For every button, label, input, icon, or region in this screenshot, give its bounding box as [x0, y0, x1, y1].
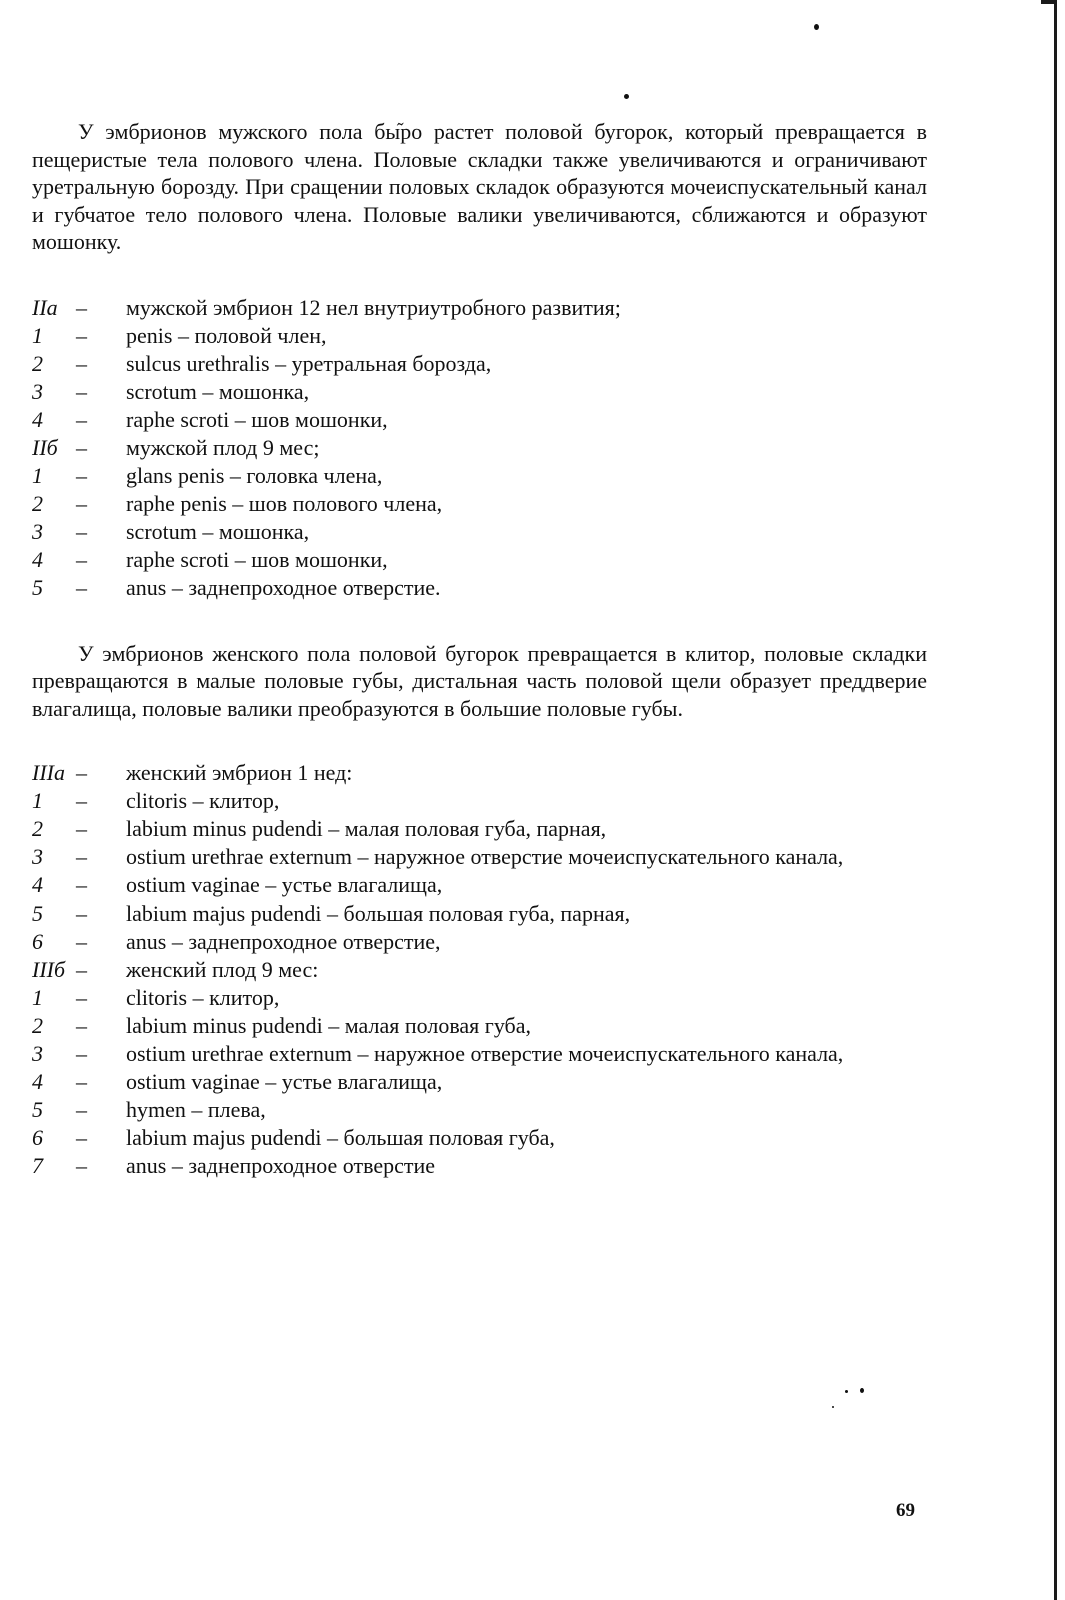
legend-key: IIб: [32, 434, 58, 460]
legend-key: 1: [32, 984, 43, 1010]
legend-key: 6: [32, 928, 43, 954]
legend-row: [32, 406, 927, 434]
legend-text: ostium urethrae externum – наружное отверстие мочеиспускательного канала,: [126, 844, 844, 870]
legend-text: anus – заднепроходное отверстие: [126, 1153, 436, 1179]
page-number: 69: [896, 1500, 915, 1521]
legend-text: clitoris – клитор,: [126, 984, 280, 1010]
legend-row: [32, 1124, 927, 1152]
legend-key: 5: [32, 900, 43, 926]
scan-speck: [624, 94, 629, 99]
legend-key: 4: [32, 872, 43, 898]
legend-key: IIIa: [32, 760, 65, 786]
legend-key: IIa: [32, 294, 58, 320]
legend-text: penis – половой член,: [126, 322, 327, 348]
legend-text: labium majus pudendi – большая половая губа, парная,: [126, 900, 631, 926]
legend-text: labium majus pudendi – большая половая губа,: [126, 1125, 555, 1151]
legend-row: [32, 1012, 927, 1040]
legend-row: [32, 787, 927, 815]
legend-key: 3: [32, 1040, 43, 1066]
legend-row: [32, 1068, 927, 1096]
legend-key: 1: [32, 463, 43, 489]
legend-text: scrotum – мошонка,: [126, 378, 310, 404]
legend-text: hymen – плева,: [126, 1097, 266, 1123]
legend-text: anus – заднепроходное отверстие.: [126, 575, 441, 601]
legend-row: [32, 518, 927, 546]
legend-dash: –: [76, 491, 87, 517]
legend-dash: –: [76, 350, 87, 376]
legend-text: женский эмбрион 1 нед:: [126, 760, 353, 786]
legend-row: [32, 928, 927, 956]
legend-key: 2: [32, 350, 43, 376]
legend-dash: –: [76, 788, 87, 814]
female-development-paragraph: У эмбрионов женского пола половой бугорок превращается в клитор, половые складки превращаются в малые половые губы, дистальная часть половой щели образует преддверие влагалища, половые валики преобразуются в большие половые губы.: [32, 640, 927, 721]
legend-row: [32, 434, 927, 462]
legend-dash: –: [76, 1069, 87, 1095]
legend-key: 1: [32, 322, 43, 348]
legend-key: 3: [32, 844, 43, 870]
legend-key: 4: [32, 547, 43, 573]
legend-key: 7: [32, 1153, 43, 1179]
legend-dash: –: [76, 322, 87, 348]
legend-key: 5: [32, 1097, 43, 1123]
legend-key: 2: [32, 1012, 43, 1038]
legend-dash: –: [76, 928, 87, 954]
male-development-paragraph: У эмбрионов мужского пола бы᷉ро растет половой бугорок, который превращается в пещеристые тела полового члена. Половые складки также увеличиваются и ограничивают уретральную борозду. При сращении половых складок образуются мочеиспускательный канал и губчатое тело полового члена. Половые валики увеличиваются, сближаются и образуют мошонку.: [32, 119, 927, 254]
legend-key: 2: [32, 816, 43, 842]
scan-speck: [832, 1406, 834, 1408]
legend-text: labium minus pudendi – малая половая губа, парная,: [126, 816, 607, 842]
legend-dash: –: [76, 1097, 87, 1123]
legend-text: raphe penis – шов полового члена,: [126, 491, 443, 517]
legend-text: ostium vaginae – устье влагалища,: [126, 872, 443, 898]
legend-dash: –: [76, 378, 87, 404]
legend-row: [32, 546, 927, 574]
scan-speck: [845, 1390, 848, 1393]
legend-row: [32, 871, 927, 899]
legend-text: мужской эмбрион 12 нел внутриутробного развития;: [126, 294, 621, 320]
legend-dash: –: [76, 816, 87, 842]
legend-key: 5: [32, 575, 43, 601]
legend-dash: –: [76, 900, 87, 926]
legend-row: [32, 900, 927, 928]
legend-row: [32, 1040, 927, 1068]
legend-row: [32, 759, 927, 787]
legend-dash: –: [76, 1125, 87, 1151]
legend-dash: –: [76, 956, 87, 982]
page-edge-corner: [1041, 0, 1057, 4]
legend-row: [32, 294, 927, 322]
legend-key: 3: [32, 378, 43, 404]
legend-dash: –: [76, 434, 87, 460]
legend-row: [32, 984, 927, 1012]
legend-dash: –: [76, 1012, 87, 1038]
legend-dash: –: [76, 1153, 87, 1179]
scan-speck: [860, 1388, 864, 1393]
legend-dash: –: [76, 844, 87, 870]
legend-key: IIIб: [32, 956, 66, 982]
legend-dash: –: [76, 519, 87, 545]
legend-text: glans penis – головка члена,: [126, 463, 383, 489]
scan-speck: [814, 24, 819, 30]
legend-row: [32, 350, 927, 378]
legend-text: scrotum – мошонка,: [126, 519, 310, 545]
legend-key: 4: [32, 1069, 43, 1095]
legend-key: 1: [32, 788, 43, 814]
female-figure-legend: [32, 759, 927, 1180]
legend-key: 3: [32, 519, 43, 545]
legend-dash: –: [76, 872, 87, 898]
legend-text: labium minus pudendi – малая половая губа,: [126, 1012, 531, 1038]
legend-dash: –: [76, 1040, 87, 1066]
page-content: [32, 118, 927, 1180]
legend-row: [32, 956, 927, 984]
legend-text: sulcus urethralis – уретральная борозда,: [126, 350, 492, 376]
legend-dash: –: [76, 406, 87, 432]
legend-row: [32, 378, 927, 406]
legend-text: мужской плод 9 мес;: [126, 434, 320, 460]
legend-row: [32, 1152, 927, 1180]
legend-row: [32, 1096, 927, 1124]
legend-dash: –: [76, 294, 87, 320]
legend-text: raphe scroti – шов мошонки,: [126, 547, 388, 573]
legend-text: ostium vaginae – устье влагалища,: [126, 1069, 443, 1095]
legend-row: [32, 462, 927, 490]
legend-dash: –: [76, 547, 87, 573]
legend-key: 6: [32, 1125, 43, 1151]
legend-row: [32, 322, 927, 350]
legend-dash: –: [76, 984, 87, 1010]
legend-text: anus – заднепроходное отверстие,: [126, 928, 441, 954]
legend-text: raphe scroti – шов мошонки,: [126, 406, 388, 432]
legend-row: [32, 490, 927, 518]
legend-key: 4: [32, 406, 43, 432]
legend-text: ostium urethrae externum – наружное отверстие мочеиспускательного канала,: [126, 1040, 844, 1066]
legend-text: женский плод 9 мес:: [126, 956, 319, 982]
legend-key: 2: [32, 491, 43, 517]
legend-text: clitoris – клитор,: [126, 788, 280, 814]
legend-row: [32, 815, 927, 843]
legend-dash: –: [76, 575, 87, 601]
page-edge-shadow: [1054, 0, 1057, 1600]
legend-dash: –: [76, 760, 87, 786]
legend-row: [32, 843, 927, 871]
legend-dash: –: [76, 463, 87, 489]
male-figure-legend: [32, 294, 927, 603]
legend-row: [32, 574, 927, 602]
